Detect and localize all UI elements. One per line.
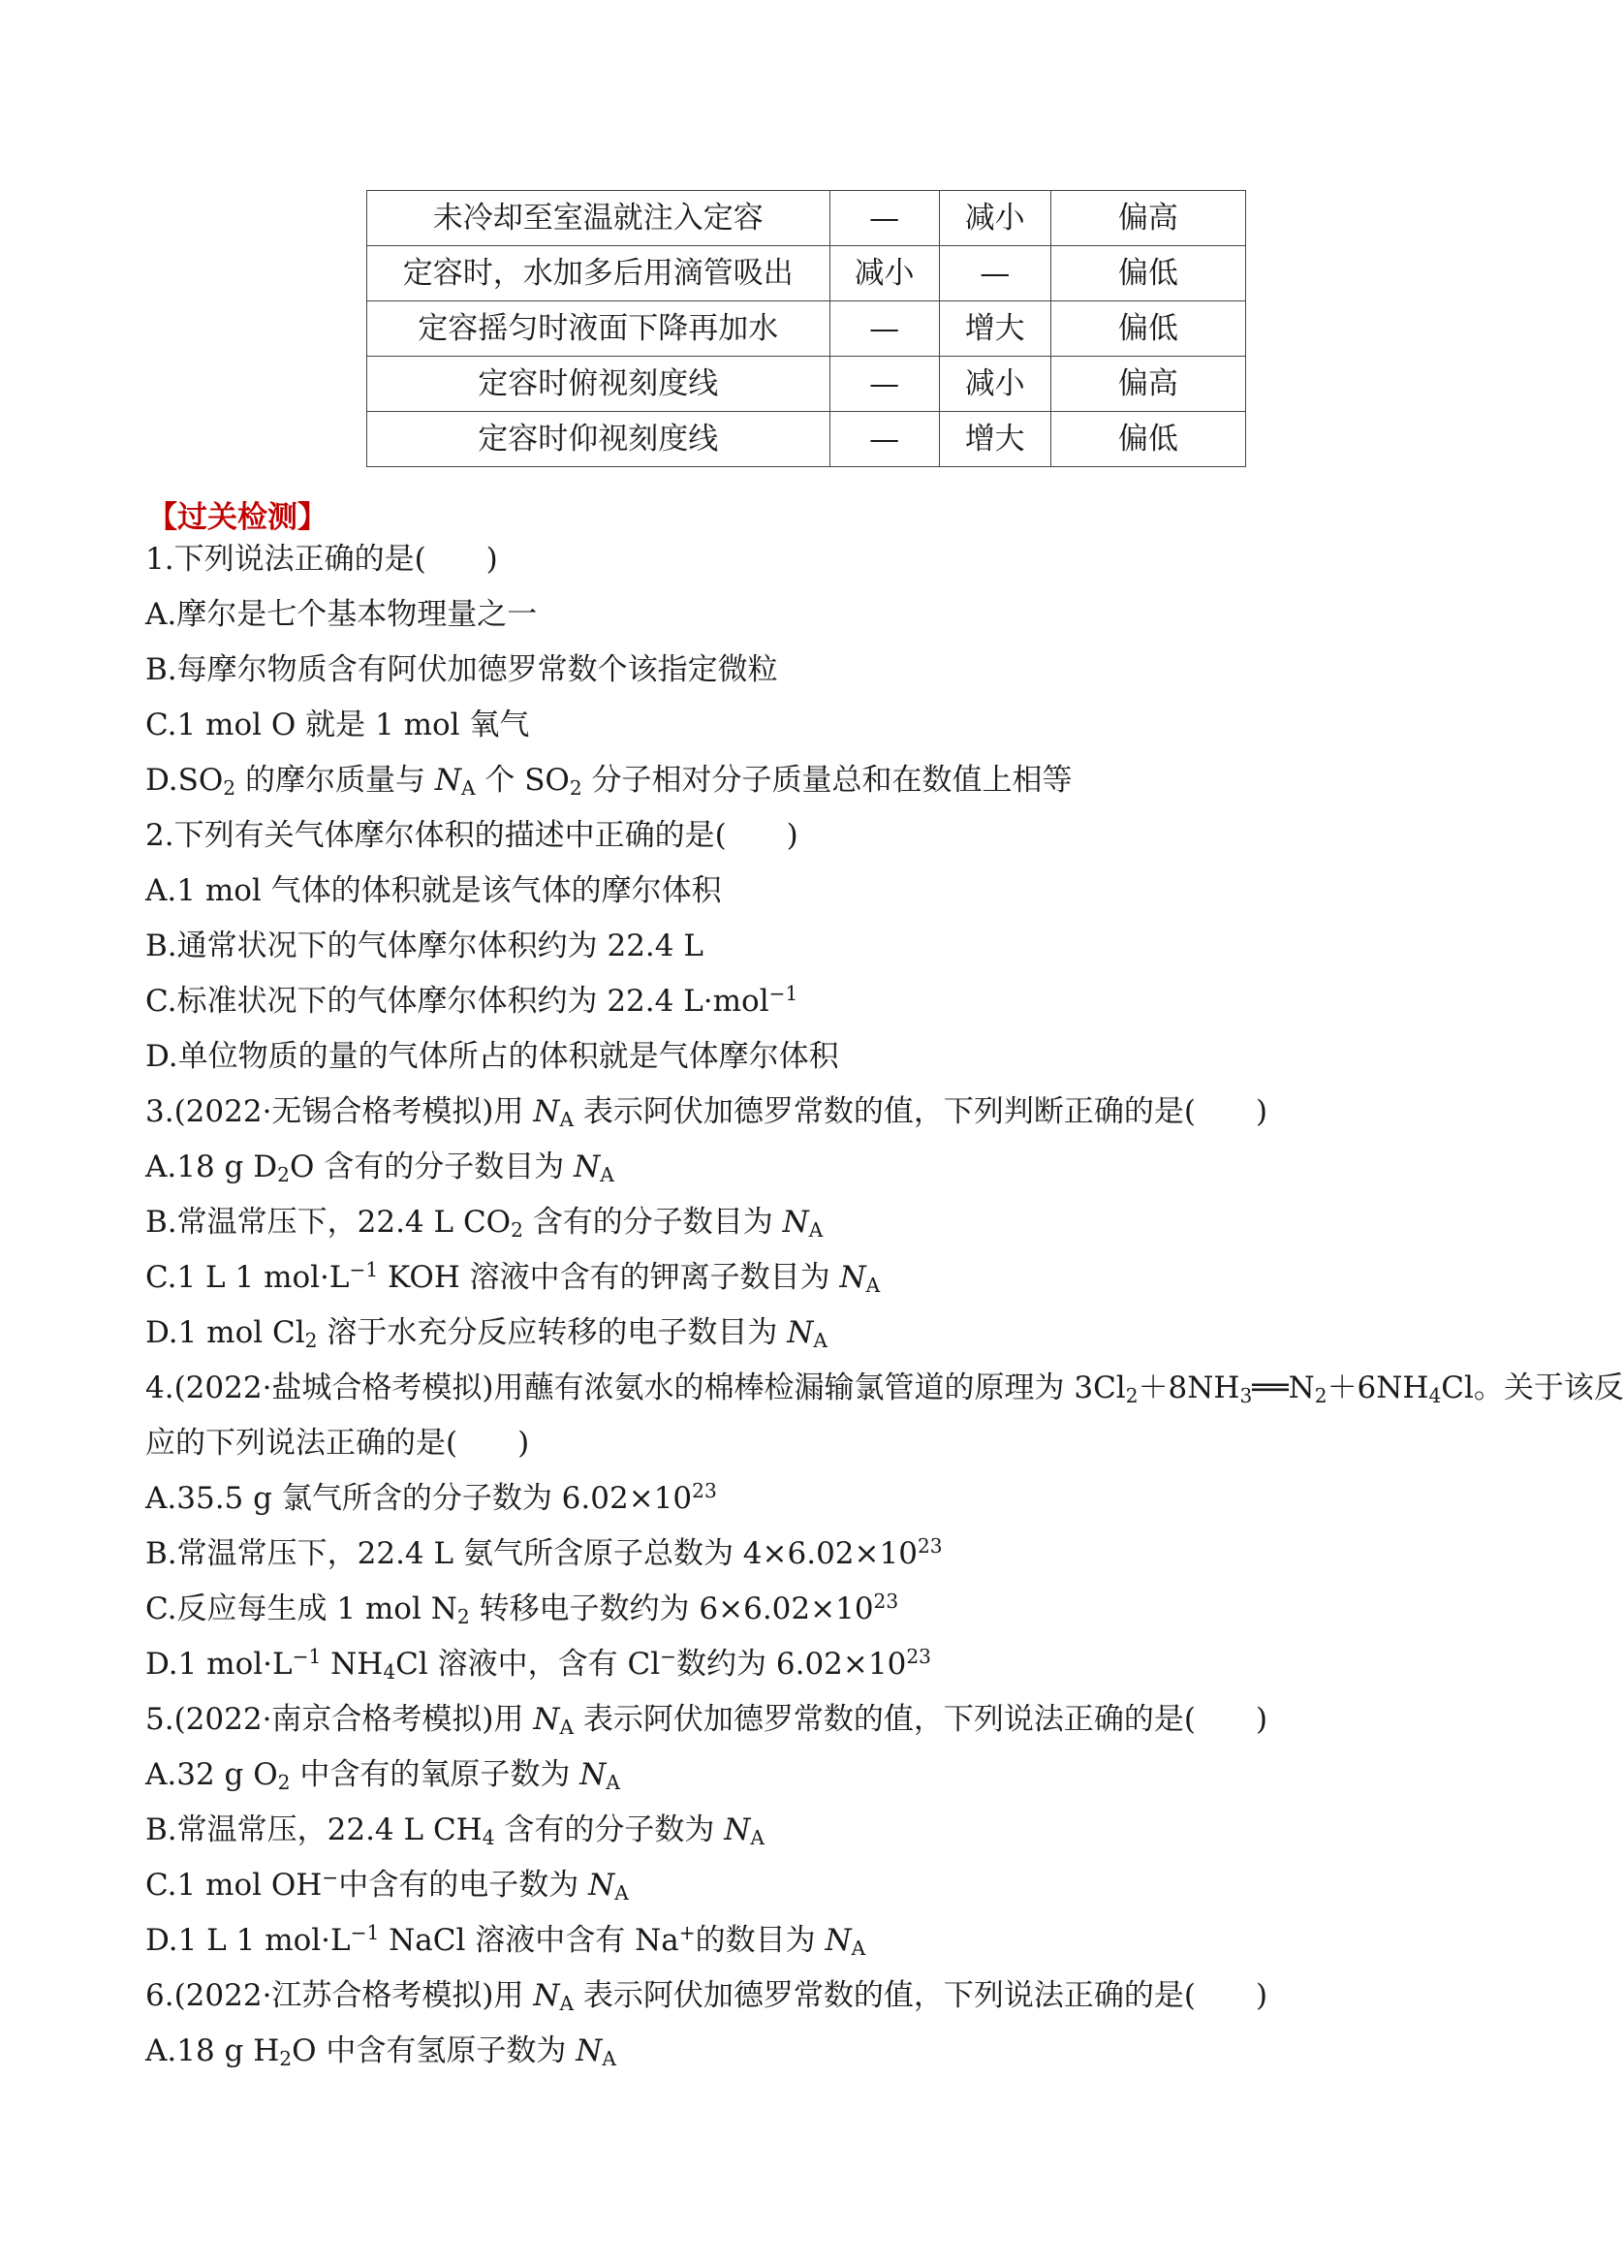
table-cell: 偏高	[1050, 357, 1245, 412]
option-line: A.18 g $H_2O$ 中含有氢原子数为 $N_A$	[145, 2033, 616, 2071]
table-cell: 偏低	[1050, 301, 1245, 357]
table-cell: 减小	[939, 357, 1050, 412]
table-cell: 减小	[939, 191, 1050, 246]
error-analysis-table	[366, 190, 1246, 467]
option-line: B.每摩尔物质含有阿伏加德罗常数个该指定微粒	[145, 652, 778, 687]
option-line: B.通常状况下的气体摩尔体积约为 22.4 L	[145, 929, 703, 963]
option-line: C.标准状况下的气体摩尔体积约为 22.4 L·mol$^{-1}$	[145, 981, 798, 1019]
question-line: 1.下列说法正确的是( )	[145, 542, 498, 577]
table-cell: 定容时俯视刻度线	[367, 357, 830, 412]
question-line: 4.(2022·盐城合格考模拟)用蘸有浓氨水的棉棒检漏输氯管道的原理为 $3Cl_2+8NH_3══N_2+6NH_4Cl$。关于该反	[145, 1370, 1624, 1408]
table-cell: 定容时仰视刻度线	[367, 412, 830, 467]
table-cell: 减小	[829, 246, 939, 301]
table-cell: 偏低	[1050, 246, 1245, 301]
option-line: A.35.5 g 氯气所含的分子数为 $6.02\times 10^{23}$	[145, 1478, 717, 1516]
question-line: 3.(2022·无锡合格考模拟)用 $N_A$ 表示阿伏加德罗常数的值，下列判断正确的是( )	[145, 1094, 1268, 1132]
table-cell: —	[829, 357, 939, 412]
option-line: D.1 L 1 $mol\cdot L^{-1}$ NaCl 溶液中含有 Na+的数目为 $N_A$	[145, 1920, 866, 1961]
table-row	[367, 191, 1246, 246]
question-line: 2.下列有关气体摩尔体积的描述中正确的是( )	[145, 818, 798, 853]
table-cell: 增大	[939, 412, 1050, 467]
option-line: A.18 g $D_2O$ 含有的分子数目为 $N_A$	[145, 1150, 614, 1187]
question-line: 5.(2022·南京合格考模拟)用 $N_A$ 表示阿伏加德罗常数的值，下列说法正确的是( )	[145, 1702, 1268, 1740]
option-line: D.1 mol $Cl_2$ 溶于水充分反应转移的电子数目为 $N_A$	[145, 1315, 828, 1353]
option-line: D.单位物质的量的气体所占的体积就是气体摩尔体积	[145, 1039, 839, 1074]
option-line: A.1 mol 气体的体积就是该气体的摩尔体积	[145, 873, 722, 908]
option-line: C.反应每生成 1 mol $N_2$ 转移电子数约为 $6\times 6.02\times 10^{23}$	[145, 1589, 899, 1629]
table-cell: 未冷却至室温就注入定容	[367, 191, 830, 246]
option-line: C.1 mol O 就是 1 mol 氧气	[145, 708, 530, 742]
table-cell: —	[939, 246, 1050, 301]
table-cell: 偏高	[1050, 191, 1245, 246]
table-cell: 增大	[939, 301, 1050, 357]
question-line: 应的下列说法正确的是( )	[145, 1426, 530, 1461]
table-cell: 偏低	[1050, 412, 1245, 467]
option-line: $D.SO_2$ 的摩尔质量与 $N_A$ 个 $SO_2$ 分子相对分子质量总和在数值上相等	[145, 763, 1073, 801]
question-line: 6.(2022·江苏合格考模拟)用 $N_A$ 表示阿伏加德罗常数的值，下列说法正确的是( )	[145, 1978, 1268, 2016]
table-cell: —	[829, 412, 939, 467]
option-line: C.1 L 1 $mol\cdot L^{-1}$ KOH 溶液中含有的钾离子数目为 $N_A$	[145, 1257, 881, 1298]
option-line: A.32 g $O_2$ 中含有的氧原子数为 $N_A$	[145, 1757, 620, 1795]
table-cell: 定容摇匀时液面下降再加水	[367, 301, 830, 357]
table-cell: 定容时，水加多后用滴管吸出	[367, 246, 830, 301]
option-line: B.常温常压下，22.4 L $CO_2$ 含有的分子数目为 $N_A$	[145, 1205, 824, 1243]
option-line: B.常温常压，22.4 L $CH_4$ 含有的分子数为 $N_A$	[145, 1812, 765, 1850]
section-heading: 【过关检测】	[147, 500, 328, 535]
table-row	[367, 246, 1246, 301]
table-row	[367, 357, 1246, 412]
option-line: C.1 mol OH−中含有的电子数为 $N_A$	[145, 1865, 629, 1906]
option-line: A.摩尔是七个基本物理量之一	[145, 597, 538, 632]
table-row	[367, 301, 1246, 357]
table-row	[367, 412, 1246, 467]
table-cell: —	[829, 301, 939, 357]
option-line: D.1 $mol\cdot L^{-1}$ $NH_4Cl$ 溶液中，含有 Cl−数约为 $6.02\times 10^{23}$	[145, 1644, 931, 1685]
option-line: B.常温常压下，22.4 L 氨气所含原子总数为 $4\times 6.02\times 10^{23}$	[145, 1533, 943, 1571]
table-cell: —	[829, 191, 939, 246]
